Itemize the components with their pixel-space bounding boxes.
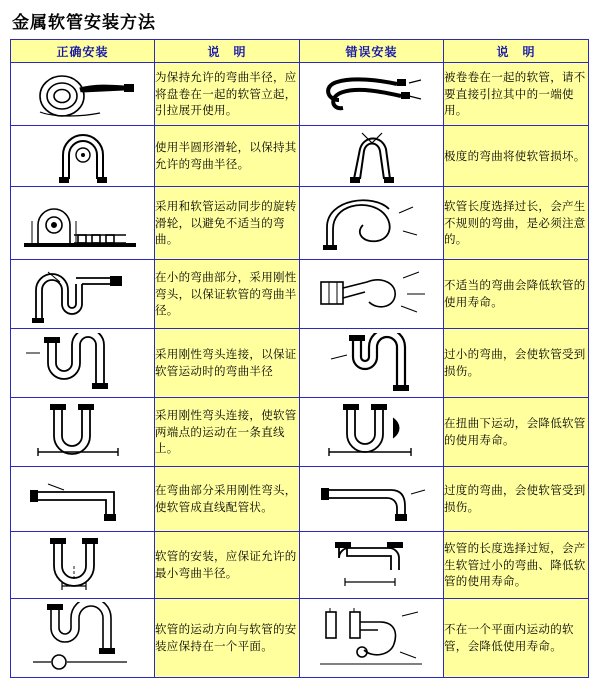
figure-same-plane-movement — [11, 599, 155, 678]
table-row — [11, 599, 589, 678]
table-row — [11, 398, 589, 467]
figure-semicircle-pulley-hose — [11, 126, 155, 187]
description-correct: 在弯曲部分采用刚性弯头，使软管成直线配管状。 — [155, 467, 300, 532]
description-wrong: 被卷卷在一起的软管，请不要直接引拉其中的一端使用。 — [444, 63, 589, 126]
description-wrong: 软管的长度选择过短，会产生软管过小的弯曲、降低软管的使用寿命。 — [444, 532, 589, 599]
figure-rigid-bend-small-radius — [11, 260, 155, 329]
figure-min-bend-radius-install — [11, 532, 155, 599]
description-wrong: 软管长度选择过长，会产生不规则的弯曲，是必须注意的。 — [444, 187, 589, 260]
header-correct-install: 正确安装 — [11, 40, 155, 63]
table-row — [11, 532, 589, 599]
page-title: 金属软管安装方法 — [12, 13, 156, 33]
figure-out-of-plane-movement — [300, 599, 444, 678]
description-correct: 软管的安装，应保证允许的最小弯曲半径。 — [155, 532, 300, 599]
description-correct: 采用刚性弯头连接，以保证软管运动时的弯曲半径 — [155, 329, 300, 398]
figure-straight-pipe-rigid-elbow — [11, 467, 155, 532]
table-row — [11, 260, 589, 329]
hose-installation-table — [10, 39, 589, 678]
description-correct: 软管的运动方向与软管的安装应保持在一个平面。 — [155, 599, 300, 678]
table-row — [11, 329, 589, 398]
figure-too-small-bend — [300, 329, 444, 398]
description-wrong: 过小的弯曲，会使软管受到损伤。 — [444, 329, 589, 398]
figure-coiled-hose-pulled — [300, 63, 444, 126]
description-wrong: 不适当的弯曲会降低软管的使用寿命。 — [444, 260, 589, 329]
table-row — [11, 63, 589, 126]
description-wrong: 过度的弯曲，会使软管受到损伤。 — [444, 467, 589, 532]
description-wrong: 极度的弯曲将使软管损坏。 — [444, 126, 589, 187]
figure-improper-bend-block — [300, 260, 444, 329]
figure-sync-rotating-pulley — [11, 187, 155, 260]
table-row — [11, 187, 589, 260]
table-header-row — [11, 40, 589, 63]
figure-twisted-u-hose — [300, 398, 444, 467]
description-correct: 采用和软管运动同步的旋转滑轮，以避免不适当的弯曲。 — [155, 187, 300, 260]
figure-coiled-hose-roll — [11, 63, 155, 126]
figure-u-shape-rigid-elbow — [11, 398, 155, 467]
description-correct: 使用半圆形滑轮，以保持其允许的弯曲半径。 — [155, 126, 300, 187]
header-wrong-install: 错误安装 — [300, 40, 444, 63]
description-wrong: 不在一个平面内运动的软管，会降低使用寿命。 — [444, 599, 589, 678]
table-row — [11, 126, 589, 187]
description-correct: 在小的弯曲部分，采用刚性弯头，以保证软管的弯曲半径。 — [155, 260, 300, 329]
description-correct: 采用刚性弯头连接，使软管两端点的运动在一条直线上。 — [155, 398, 300, 467]
description-wrong: 在扭曲下运动，会降低软管的使用寿命。 — [444, 398, 589, 467]
figure-rigid-elbow-connection — [11, 329, 155, 398]
figure-sharp-bend-hose — [300, 126, 444, 187]
description-correct: 为保持允许的弯曲半径，应将盘卷在一起的软管立起，引拉展开使用。 — [155, 63, 300, 126]
figure-too-long-hose-loop — [300, 187, 444, 260]
header-correct-description: 说 明 — [155, 40, 300, 63]
figure-too-long-flat-loop — [300, 532, 444, 599]
figure-excessive-bend-straight — [300, 467, 444, 532]
table-row — [11, 467, 589, 532]
header-wrong-description: 说 明 — [444, 40, 589, 63]
